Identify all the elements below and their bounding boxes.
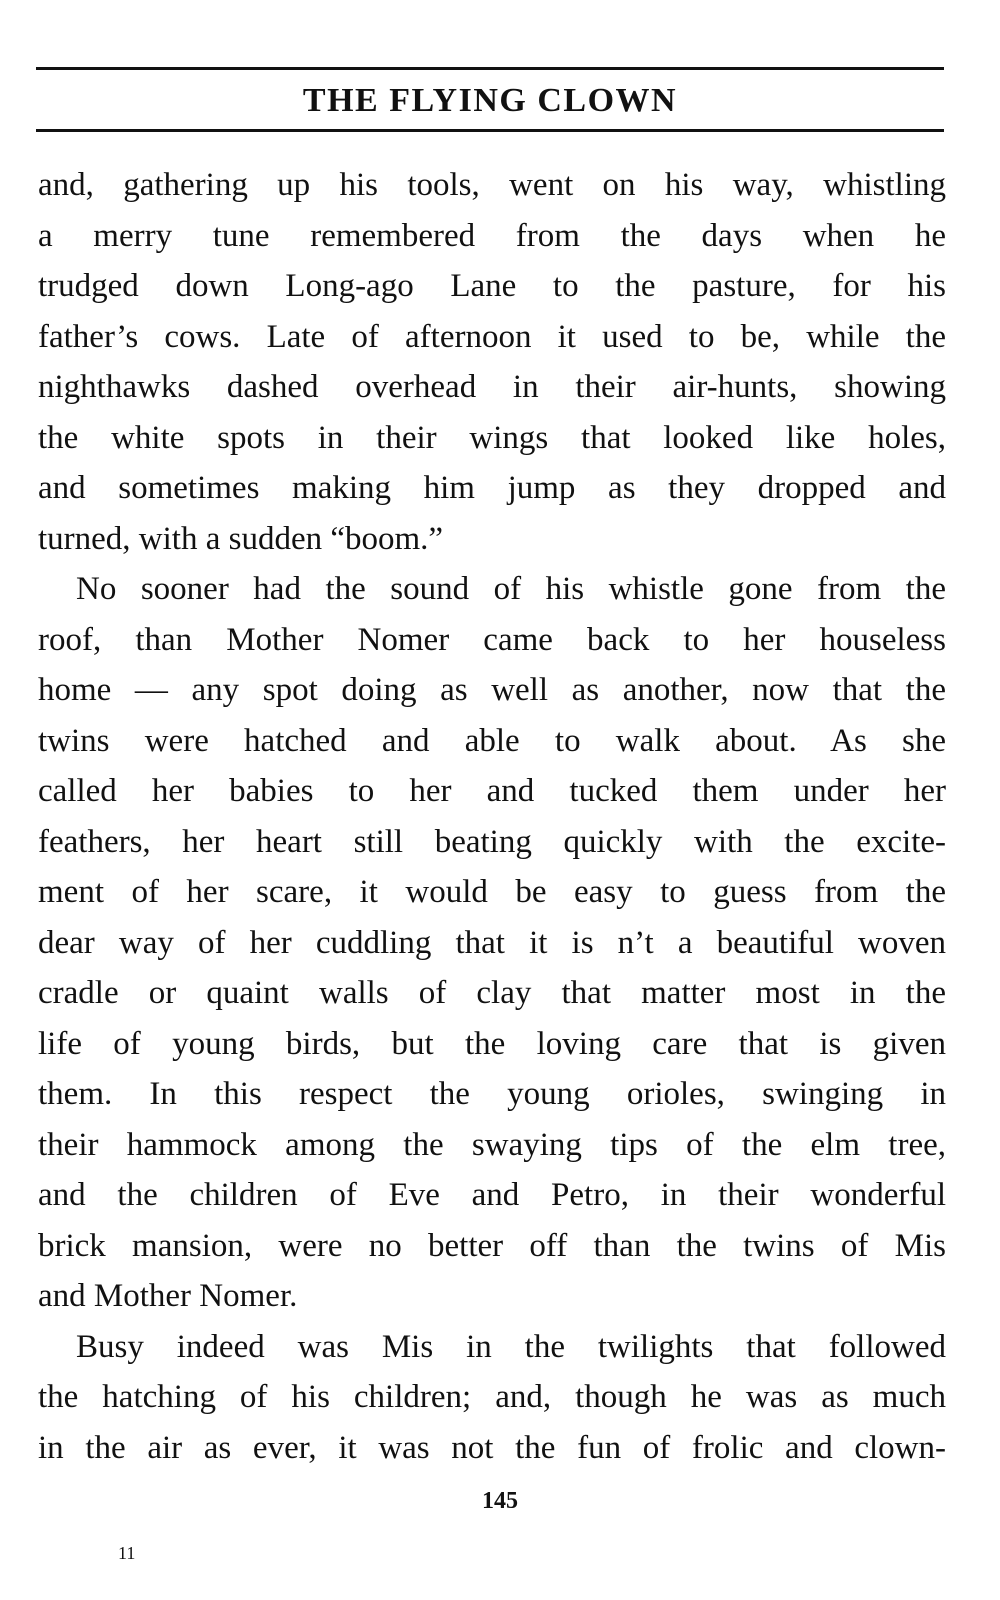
paragraph xyxy=(38,160,946,564)
header-rule-top xyxy=(36,67,944,70)
body-text xyxy=(38,160,946,1473)
text-line: father’s cows. Late of afternoon it used to be, while the xyxy=(38,318,946,355)
text-line: a merry tune remembered from the days when he xyxy=(38,217,946,254)
text-line: cradle or quaint walls of clay that matter most in the xyxy=(38,975,946,1011)
text-line: turned, with a sudden “boom.” xyxy=(38,520,444,557)
text-line: feathers, her heart still beating quickly with the excite- xyxy=(38,823,946,860)
header-rule-bottom xyxy=(36,129,944,132)
running-head-title: THE FLYING CLOWN xyxy=(302,82,678,119)
text-line: No sooner had the sound of his whistle gone from the xyxy=(76,571,946,607)
text-line: their hammock among the swaying tips of the elm tree, xyxy=(38,1126,946,1163)
text-line: and sometimes making him jump as they dropped and xyxy=(38,470,946,506)
text-line: nighthawks dashed overhead in their air-hunts, showing xyxy=(38,369,946,405)
text-line: and the children of Eve and Petro, in their wonderful xyxy=(38,1177,946,1213)
signature-mark: 11 xyxy=(118,1543,136,1563)
text-line: in the air as ever, it was not the fun of frolic and clown- xyxy=(38,1429,946,1466)
text-line: brick mansion, were no better off than the twins of Mis xyxy=(38,1227,946,1264)
text-line: dear way of her cuddling that it is n’t a beautiful woven xyxy=(38,924,946,961)
text-line: ment of her scare, it would be easy to guess from the xyxy=(38,874,946,910)
text-line: trudged down Long-ago Lane to the pasture, for his xyxy=(38,268,946,304)
text-line: the hatching of his children; and, though he was as much xyxy=(38,1379,946,1415)
text-line: roof, than Mother Nomer came back to her houseless xyxy=(38,621,946,658)
text-line: the white spots in their wings that looked like holes, xyxy=(38,419,946,456)
text-line: home — any spot doing as well as another, now that the xyxy=(38,672,946,708)
paragraph xyxy=(38,1322,946,1474)
text-line: twins were hatched and able to walk about. As she xyxy=(38,722,946,759)
text-line: Busy indeed was Mis in the twilights that followed xyxy=(76,1328,946,1365)
paragraph xyxy=(38,564,946,1322)
page-number: 145 xyxy=(482,1488,518,1514)
text-line: them. In this respect the young orioles, swinging in xyxy=(38,1076,946,1112)
text-line: called her babies to her and tucked them under her xyxy=(38,773,946,809)
text-line: and, gathering up his tools, went on his way, whistling xyxy=(38,167,946,203)
text-line: and Mother Nomer. xyxy=(38,1278,298,1314)
text-line: life of young birds, but the loving care that is given xyxy=(38,1025,946,1062)
